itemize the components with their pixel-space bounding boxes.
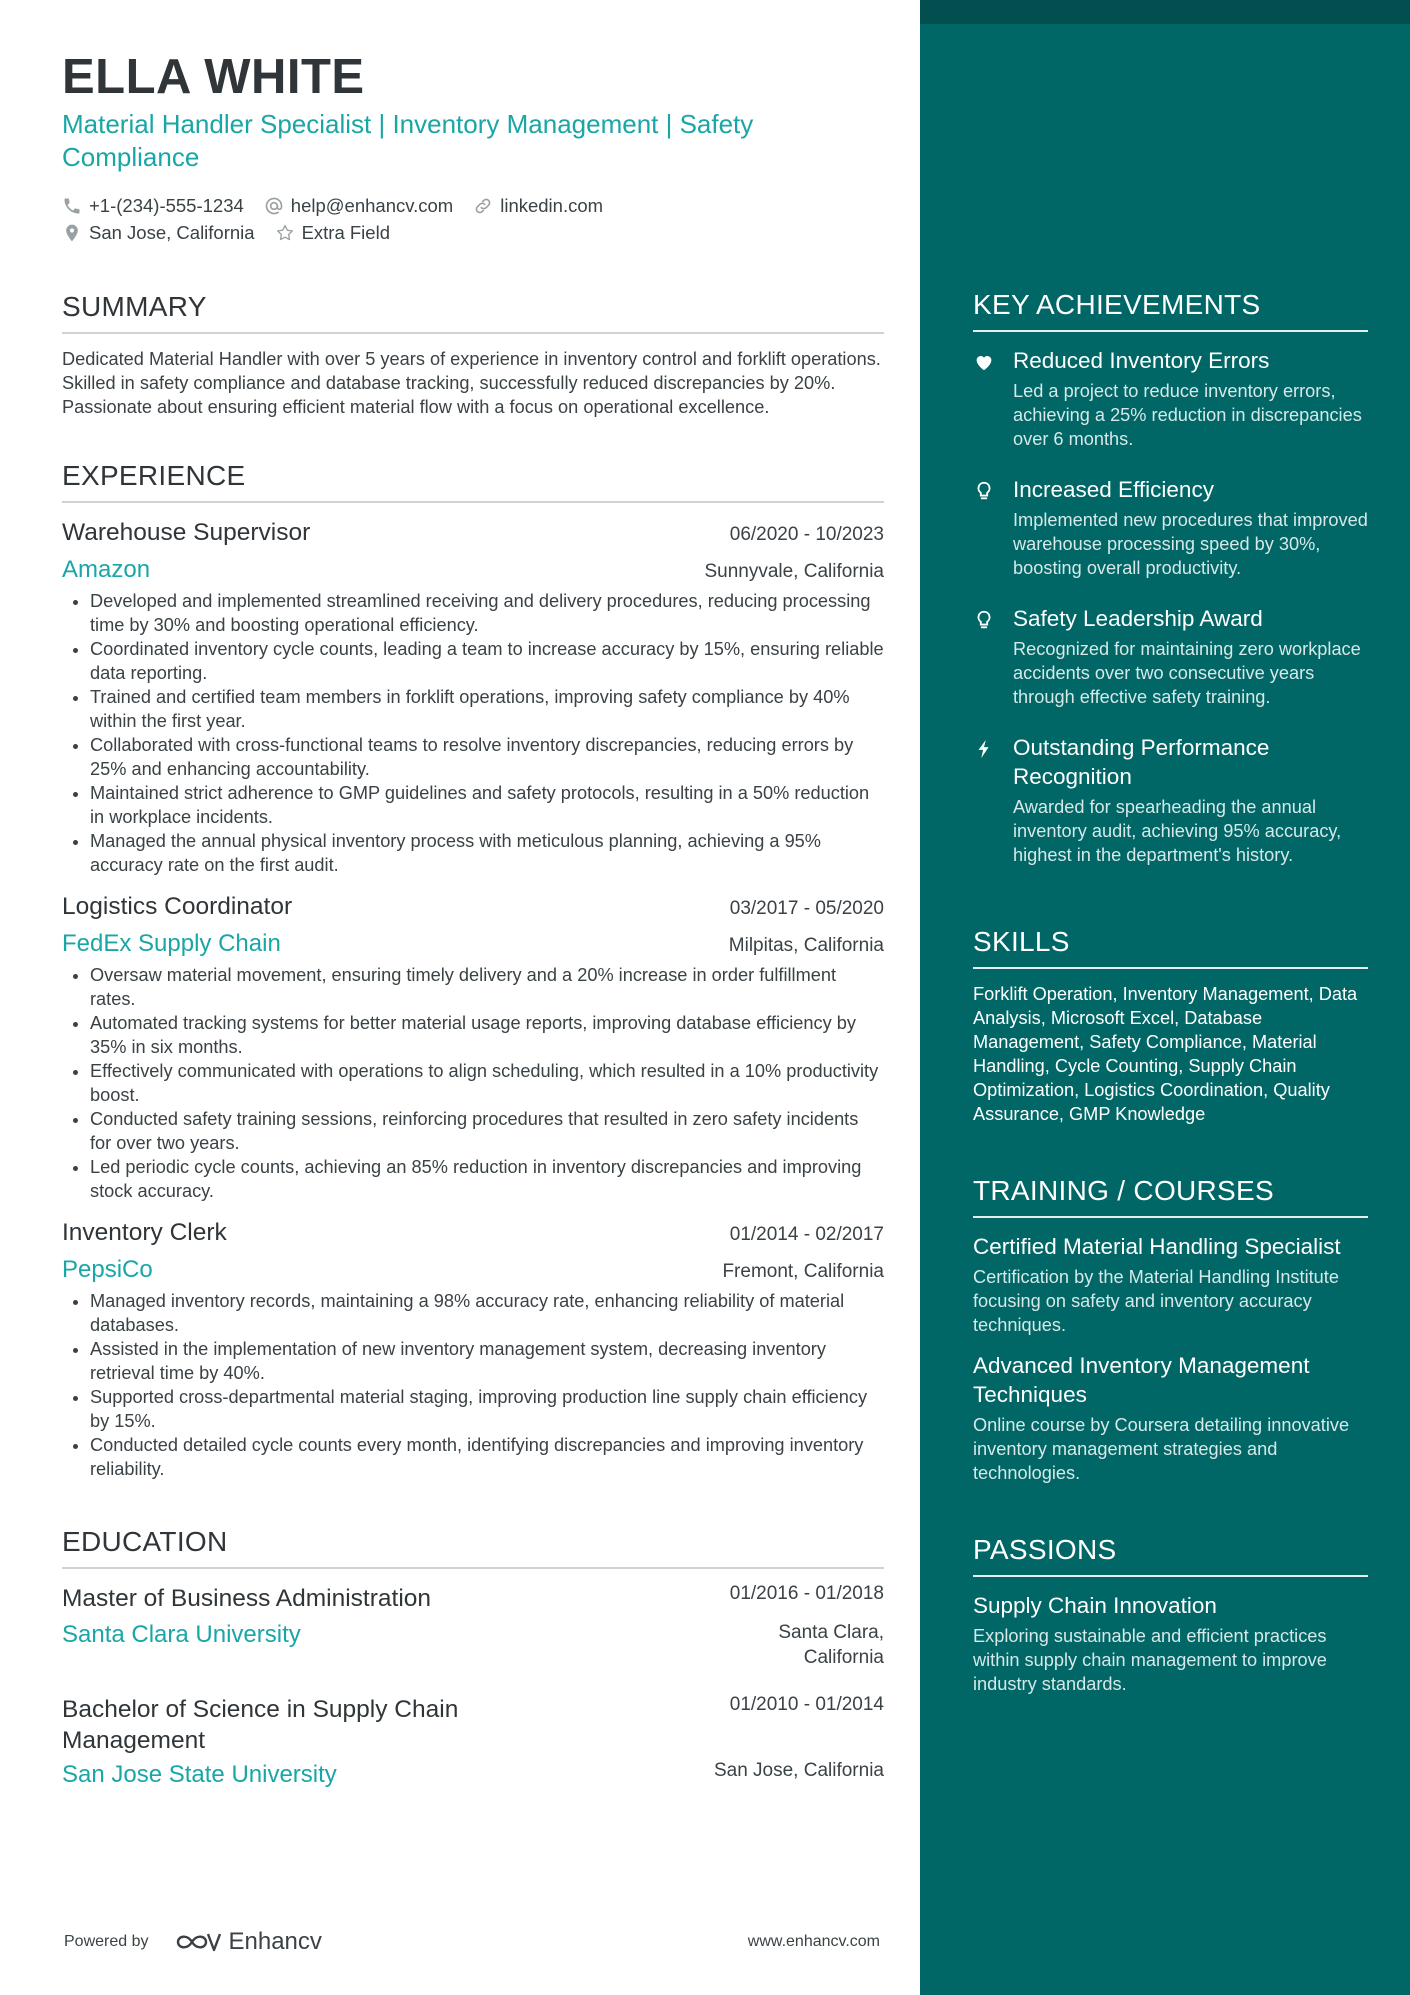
job-location: Sunnyvale, California [704, 561, 884, 582]
bullet-item: • Maintained strict adherence to GMP guidelines and safety protocols, resulting in a 50% reduction in workplace incidents. [90, 781, 884, 829]
job-title: Warehouse Supervisor [62, 519, 311, 546]
achievement-item [973, 733, 1368, 877]
education-location: Santa Clara, California [778, 1622, 884, 1668]
candidate-name: ELLA WHITE [62, 50, 365, 104]
summary-title: SUMMARY [62, 290, 884, 334]
skills-text: Forklift Operation, Inventory Management, Data Analysis, Microsoft Excel, Database Management, Safety Compliance, Material Handling, Cycle Counting, Supply Chain Optimization, Logistics Coordination, Quality Assurance, GMP Knowledge [973, 984, 1358, 1124]
bullet-item: • Managed the annual physical inventory process with meticulous planning, achieving a 95% accuracy rate on the first audit. [90, 829, 884, 877]
bullet-item: • Conducted detailed cycle counts every month, identifying discrepancies and improving inventory reliability. [90, 1433, 884, 1481]
email-text[interactable]: help@enhancv.com [290, 195, 454, 216]
achievement-desc: Awarded for spearheading the annual inventory audit, achieving 95% accuracy, highest in the department's history. [1013, 797, 1342, 865]
passions-title: PASSIONS [973, 1533, 1368, 1577]
job-bullets [62, 589, 884, 877]
phone-icon [62, 196, 82, 216]
achievement-item [973, 346, 1368, 461]
contact-linkedin[interactable] [473, 192, 603, 219]
passion-item [973, 1591, 1368, 1696]
course-desc: Online course by Coursera detailing innovative inventory management strategies and technologies. [973, 1415, 1350, 1483]
achievement-item [973, 475, 1368, 590]
school-name: San Jose State University [62, 1761, 337, 1788]
website-link[interactable]: www.enhancv.com [747, 1933, 880, 1950]
education-date: 01/2010 - 01/2014 [729, 1694, 884, 1715]
achievement-desc: Implemented new procedures that improved warehouse processing speed by 30%, boosting overall productivity. [1013, 510, 1368, 578]
lightbulb-icon [973, 480, 995, 502]
enhancv-logo-icon [175, 1930, 221, 1954]
company-name: PepsiCo [62, 1256, 153, 1283]
skills-title: SKILLS [973, 925, 1368, 969]
company-name: Amazon [62, 556, 151, 583]
job-entry [62, 517, 884, 877]
bullet-item: • Assisted in the implementation of new inventory management system, decreasing inventory retrieval time by 40%. [90, 1337, 884, 1385]
education-entry [62, 1583, 884, 1670]
course-item [973, 1232, 1368, 1337]
bullet-item: • Managed inventory records, maintaining a 98% accuracy rate, enhancing reliability of material databases. [90, 1289, 884, 1337]
job-bullets [62, 963, 884, 1203]
candidate-headline: Material Handler Specialist | Inventory Management | Safety Compliance [62, 109, 754, 172]
location-text: San Jose, California [89, 222, 255, 243]
passion-title: Supply Chain Innovation [973, 1593, 1217, 1618]
sidebar-content [973, 288, 1368, 1744]
degree-name: Master of Business Administration [62, 1585, 432, 1612]
course-title: Certified Material Handling Specialist [973, 1234, 1341, 1259]
at-icon [264, 196, 284, 216]
job-title: Logistics Coordinator [62, 893, 293, 920]
lightning-icon [973, 738, 995, 760]
achievements-section [973, 288, 1368, 877]
footer [64, 1928, 880, 1956]
job-date: 03/2017 - 05/2020 [729, 898, 884, 919]
sidebar-top-band [920, 0, 1410, 24]
education-location: San Jose, California [713, 1760, 884, 1781]
job-title: Inventory Clerk [62, 1219, 227, 1246]
link-icon [473, 196, 493, 216]
contact-location [62, 219, 255, 246]
course-item [973, 1351, 1368, 1485]
enhancv-logo[interactable] [175, 1928, 322, 1956]
lightbulb-icon [973, 609, 995, 631]
achievement-item [973, 604, 1368, 719]
contact-phone [62, 192, 244, 219]
bullet-item: • Collaborated with cross-functional teams to resolve inventory discrepancies, reducing errors by 25% and enhancing accountability. [90, 733, 884, 781]
course-title: Advanced Inventory Management Techniques [973, 1353, 1310, 1407]
job-entry [62, 1217, 884, 1481]
passion-desc: Exploring sustainable and efficient practices within supply chain management to improve industry standards. [973, 1626, 1327, 1694]
experience-title: EXPERIENCE [62, 459, 884, 503]
education-section [62, 1525, 884, 1790]
achievement-title: Reduced Inventory Errors [1013, 348, 1270, 373]
job-date: 01/2014 - 02/2017 [729, 1224, 884, 1245]
location-pin-icon [62, 223, 82, 243]
bullet-item: • Effectively communicated with operations to align scheduling, which resulted in a 10% productivity boost. [90, 1059, 884, 1107]
job-location: Milpitas, California [728, 935, 884, 956]
bullet-item: • Trained and certified team members in forklift operations, improving safety compliance by 40% within the first year. [90, 685, 884, 733]
company-name: FedEx Supply Chain [62, 930, 281, 957]
skills-section [973, 925, 1368, 1126]
achievement-desc: Recognized for maintaining zero workplace accidents over two consecutive years through effective safety training. [1013, 639, 1361, 707]
phone-text: +1-(234)-555-1234 [89, 195, 244, 216]
passions-section [973, 1533, 1368, 1696]
extra-field-text: Extra Field [301, 222, 390, 243]
bullet-item: • Conducted safety training sessions, reinforcing procedures that resulted in zero safety incidents for over two years. [90, 1107, 884, 1155]
linkedin-text[interactable]: linkedin.com [500, 195, 604, 216]
job-date: 06/2020 - 10/2023 [729, 524, 884, 545]
job-location: Fremont, California [722, 1261, 884, 1282]
job-bullets [62, 1289, 884, 1481]
summary-section [62, 290, 884, 419]
degree-name: Bachelor of Science in Supply Chain Management [62, 1696, 459, 1754]
contact-info [62, 192, 884, 246]
training-title: TRAINING / COURSES [973, 1174, 1368, 1218]
achievement-title: Outstanding Performance Recognition [1013, 735, 1270, 789]
school-name: Santa Clara University [62, 1621, 301, 1648]
education-entry [62, 1694, 884, 1790]
star-icon [275, 223, 295, 243]
bullet-item: • Supported cross-departmental material staging, improving production line supply chain efficiency by 15%. [90, 1385, 884, 1433]
achievement-title: Safety Leadership Award [1013, 606, 1263, 631]
bullet-item: • Developed and implemented streamlined receiving and delivery procedures, reducing processing time by 30% and boosting operational efficiency. [90, 589, 884, 637]
contact-extra [275, 219, 390, 246]
bullet-item: • Automated tracking systems for better material usage reports, improving database efficiency by 35% in six months. [90, 1011, 884, 1059]
education-title: EDUCATION [62, 1525, 884, 1569]
achievements-title: KEY ACHIEVEMENTS [973, 288, 1368, 332]
bullet-item: • Coordinated inventory cycle counts, leading a team to increase accuracy by 15%, ensuring reliable data reporting. [90, 637, 884, 685]
sidebar [920, 0, 1410, 1995]
education-date: 01/2016 - 01/2018 [729, 1583, 884, 1604]
achievement-desc: Led a project to reduce inventory errors, achieving a 25% reduction in discrepancies over 6 months. [1013, 381, 1362, 449]
experience-section [62, 459, 884, 1481]
course-desc: Certification by the Material Handling Institute focusing on safety and inventory accuracy techniques. [973, 1267, 1339, 1335]
summary-text: Dedicated Material Handler with over 5 years of experience in inventory control and forklift operations. Skilled in safety compliance and database tracking, successfully reduced discrepancies by 20%. Passionate about ensuring efficient material flow with a focus on operational excellence. [62, 349, 881, 417]
contact-email[interactable] [264, 192, 453, 219]
job-entry [62, 891, 884, 1203]
bullet-item: • Led periodic cycle counts, achieving an 85% reduction in inventory discrepancies and improving stock accuracy. [90, 1155, 884, 1203]
achievement-title: Increased Efficiency [1013, 477, 1214, 502]
main-column [62, 48, 884, 1790]
enhancv-brand-name: Enhancv [228, 1928, 322, 1955]
bullet-item: • Oversaw material movement, ensuring timely delivery and a 20% increase in order fulfillment rates. [90, 963, 884, 1011]
training-section [973, 1174, 1368, 1485]
heart-icon [973, 351, 995, 373]
powered-by-label: Powered by [64, 1933, 149, 1950]
